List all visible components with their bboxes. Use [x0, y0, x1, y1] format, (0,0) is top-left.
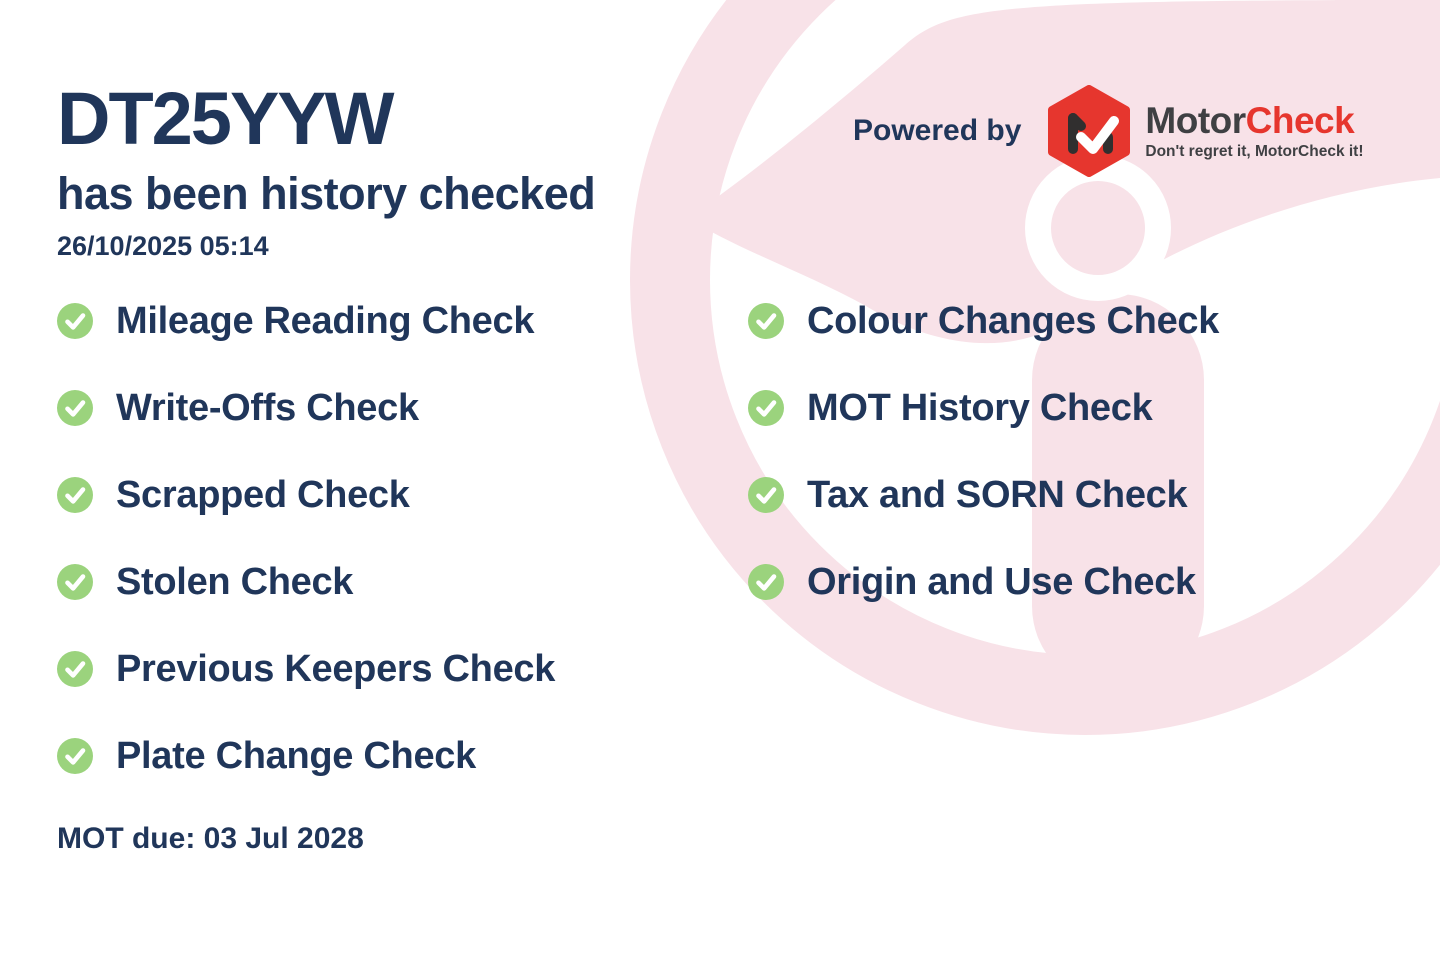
motorcheck-logo-icon: [1047, 85, 1131, 177]
brand-text-block: [1145, 99, 1364, 161]
check-circle-icon: [748, 390, 784, 426]
brand-wordmark: [1145, 99, 1363, 141]
check-item-label: Plate Change Check: [116, 734, 476, 777]
check-circle-icon: [748, 477, 784, 513]
check-item-label: Colour Changes Check: [807, 299, 1220, 342]
powered-by-label: Powered by: [853, 114, 1022, 147]
check-circle-icon: [748, 303, 784, 339]
brand-name-motor: Motor: [1145, 99, 1246, 141]
check-circle-icon: [57, 477, 93, 513]
check-list-right: [748, 299, 1220, 603]
check-item: [57, 473, 555, 516]
mot-due-label: MOT due: 03 Jul 2028: [57, 822, 364, 855]
check-item-label: Stolen Check: [116, 560, 354, 603]
check-circle-icon: [57, 564, 93, 600]
check-item-label: Origin and Use Check: [807, 560, 1196, 603]
check-item: [57, 647, 556, 690]
check-circle-icon: [57, 390, 93, 426]
check-circle-icon: [57, 738, 93, 774]
check-item-label: Scrapped Check: [116, 473, 410, 516]
history-checked-subtitle: has been history checked: [57, 168, 596, 219]
check-item-label: Tax and SORN Check: [807, 473, 1188, 516]
check-item: [748, 386, 1219, 429]
check-item: [748, 299, 1220, 342]
check-item: [748, 560, 1219, 603]
check-circle-icon: [748, 564, 784, 600]
check-item: [57, 560, 555, 603]
registration-plate-title: DT25YYW: [57, 77, 393, 160]
check-item: [57, 299, 555, 342]
brand-name-check: Check: [1245, 99, 1355, 141]
powered-by-branding: [853, 84, 1364, 178]
check-item-label: Write-Offs Check: [116, 386, 419, 429]
check-item-label: MOT History Check: [807, 386, 1153, 429]
check-list-left: [57, 299, 556, 777]
check-item: [57, 386, 555, 429]
check-item-label: Mileage Reading Check: [116, 299, 535, 342]
check-item: [57, 734, 555, 777]
report-header: [57, 77, 596, 262]
check-circle-icon: [57, 651, 93, 687]
check-item-label: Previous Keepers Check: [116, 647, 556, 690]
check-timestamp: 26/10/2025 05:14: [57, 231, 269, 261]
brand-tagline: Don't regret it, MotorCheck it!: [1145, 142, 1364, 160]
check-circle-icon: [57, 303, 93, 339]
check-item: [748, 473, 1219, 516]
